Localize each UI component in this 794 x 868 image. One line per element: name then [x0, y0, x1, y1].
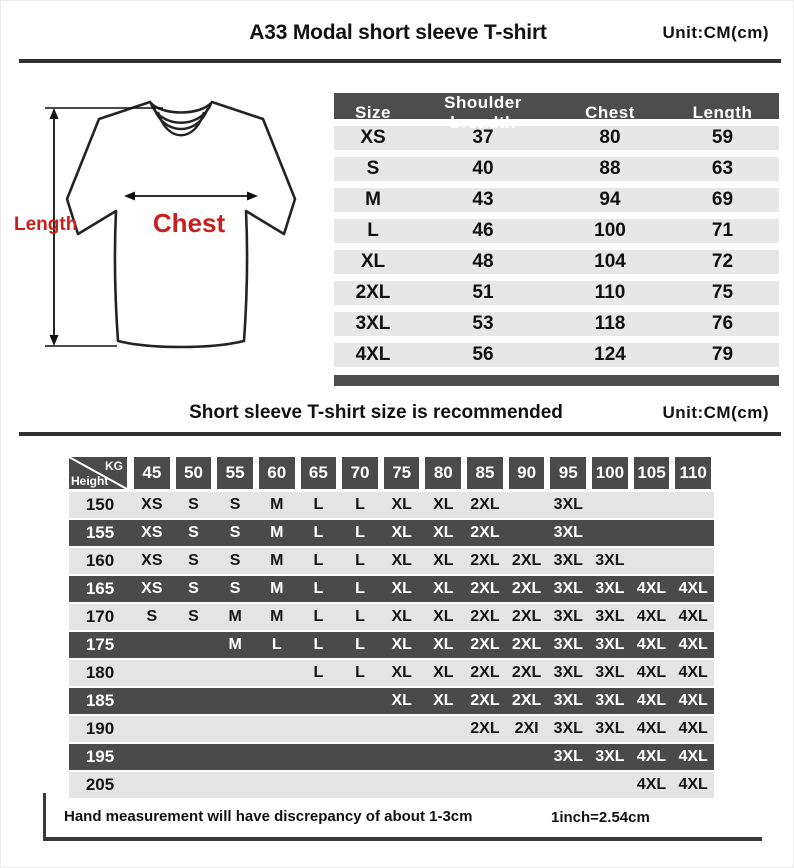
shoulder-value: 40 [472, 158, 494, 179]
size-cell: XL [433, 664, 454, 681]
kg-header-cell: 100 [592, 457, 628, 489]
size-cell: S [188, 608, 199, 625]
size-cell: L [313, 608, 324, 625]
matrix-row [69, 520, 714, 546]
size-cell: 2XI [514, 720, 539, 737]
unit-label-top: Unit:CM(cm) [662, 23, 769, 42]
size-cell: 2XL [470, 608, 500, 625]
length-value: 63 [711, 158, 734, 179]
size-cell: 3XL [553, 720, 583, 737]
length-value: 69 [711, 189, 734, 210]
corner-kg-label: KG [105, 459, 123, 473]
shoulder-column-header: Shoulder breadth [444, 93, 522, 132]
size-cell: XL [391, 552, 412, 569]
matrix-row [69, 632, 714, 658]
height-cell: 165 [85, 579, 115, 598]
matrix-row [69, 744, 714, 770]
height-cell: 150 [85, 495, 115, 514]
size-cell: S [146, 608, 158, 625]
size-cell: L [271, 636, 282, 653]
chest-value: 94 [599, 189, 621, 210]
size-cell: 4XL [636, 692, 667, 709]
kg-header-cell: 65 [301, 457, 337, 489]
height-cell: 170 [85, 607, 115, 626]
size-cell: XS [141, 580, 163, 597]
size-cell: 2XL [470, 552, 500, 569]
size-value: S [366, 158, 380, 179]
shoulder-value: 56 [472, 344, 494, 365]
size-cell: XL [391, 580, 412, 597]
tshirt-diagram [11, 89, 341, 379]
matrix-row [69, 716, 714, 742]
size-cell: 2XL [511, 552, 542, 569]
chest-value: 110 [594, 282, 626, 303]
unit-label-bottom: Unit:CM(cm) [662, 403, 769, 422]
size-cell: M [228, 636, 242, 653]
size-cell: 2XL [511, 608, 542, 625]
footer-bracket [43, 793, 762, 841]
size-cell: XL [433, 580, 454, 597]
length-arrowhead-up [50, 108, 59, 119]
size-cell: XL [433, 524, 454, 541]
corner-height-label: Height [71, 474, 109, 488]
size-cell: 3XL [595, 552, 625, 569]
size-cell: XL [391, 692, 412, 709]
size-cell: XL [433, 552, 454, 569]
size-cell: 4XL [636, 636, 667, 653]
height-cell: 160 [85, 551, 115, 570]
shoulder-value: 51 [472, 282, 494, 303]
size-cell: XL [433, 608, 454, 625]
size-cell: 4XL [636, 720, 667, 737]
divider-top [19, 59, 781, 63]
matrix-row [69, 548, 714, 574]
size-cell: L [355, 608, 365, 625]
size-cell: S [229, 524, 241, 541]
kg-header-cell: 60 [259, 457, 295, 489]
chest-value: 118 [594, 313, 626, 334]
size-cell: L [355, 580, 365, 597]
size-cell: M [228, 608, 242, 625]
size-cell: S [188, 580, 199, 597]
size-table-row [334, 250, 779, 274]
size-cell: 4XL [636, 748, 667, 765]
length-value: 59 [711, 127, 734, 148]
size-cell: S [188, 496, 199, 513]
shoulder-value: 43 [472, 189, 494, 210]
size-cell: 3XL [553, 524, 583, 541]
matrix-row [69, 576, 714, 602]
size-value: L [367, 220, 379, 241]
size-cell: 2XL [511, 664, 542, 681]
size-cell: 2XL [511, 636, 542, 653]
corner-cell [69, 457, 127, 489]
kg-header-cell: 90 [509, 457, 545, 489]
size-cell: 3XL [553, 692, 583, 709]
size-cell: 3XL [553, 636, 583, 653]
size-table-row [334, 157, 779, 181]
size-cell: 2XL [470, 524, 500, 541]
size-cell: 2XL [470, 580, 500, 597]
size-cell: XL [391, 608, 412, 625]
footer-note: Hand measurement will have discrepancy of about 1-3cm [64, 808, 473, 825]
chest-value: 88 [599, 158, 621, 179]
size-cell: 2XL [511, 692, 542, 709]
footer-conversion: 1inch=2.54cm [551, 809, 650, 826]
size-table-row [334, 219, 779, 243]
height-weight-table [69, 457, 714, 800]
size-cell: L [355, 524, 365, 541]
height-cell: 175 [85, 635, 115, 654]
size-cell: 4XL [678, 580, 708, 597]
size-cell: L [313, 636, 324, 653]
size-cell: 3XL [553, 552, 583, 569]
size-cell: 2XL [511, 580, 542, 597]
size-cell: XL [391, 664, 412, 681]
size-value: XS [360, 127, 386, 148]
size-cell: L [313, 496, 324, 513]
size-cell: 3XL [595, 608, 625, 625]
kg-header-cell: 110 [675, 457, 711, 489]
size-table-row [334, 343, 779, 367]
size-cell: L [313, 524, 324, 541]
height-cell: 195 [85, 747, 115, 766]
size-cell: M [270, 580, 284, 597]
chest-value: 104 [594, 251, 626, 272]
size-cell: 4XL [678, 608, 708, 625]
kg-header-cell: 55 [217, 457, 253, 489]
size-cell: 4XL [678, 776, 708, 793]
kg-header-cell: 70 [342, 457, 378, 489]
size-cell: 4XL [678, 664, 708, 681]
size-cell: 3XL [553, 496, 583, 513]
shoulder-value: 46 [472, 220, 494, 241]
chest-value: 80 [599, 127, 621, 148]
size-cell: 4XL [636, 664, 667, 681]
size-cell: XL [391, 636, 412, 653]
size-value: XL [360, 251, 386, 272]
size-table-row [334, 188, 779, 212]
size-cell: 2XL [470, 664, 500, 681]
page-title: A33 Modal short sleeve T-shirt [249, 21, 547, 44]
kg-header-cell: 50 [176, 457, 212, 489]
size-cell: 3XL [553, 748, 583, 765]
size-value: 2XL [355, 282, 391, 303]
size-column-header: Size [354, 103, 392, 122]
height-cell: 190 [85, 719, 115, 738]
length-value: 76 [711, 313, 734, 334]
size-cell: 3XL [553, 580, 583, 597]
tshirt-outline-svg [11, 89, 341, 379]
chest-column-header: Chest [585, 103, 635, 122]
size-cell: XL [391, 524, 412, 541]
size-table [334, 93, 779, 386]
size-cell: L [313, 664, 324, 681]
size-cell: XL [433, 692, 454, 709]
chest-value: 124 [594, 344, 626, 365]
length-label: Length [14, 214, 78, 235]
matrix-row [69, 688, 714, 714]
matrix-row [69, 604, 714, 630]
size-cell: 4XL [678, 748, 708, 765]
kg-header-cell: 105 [634, 457, 670, 489]
size-cell: XS [141, 552, 163, 569]
kg-header-cell: 80 [425, 457, 461, 489]
size-cell: 4XL [636, 580, 667, 597]
kg-header-cell: 85 [467, 457, 503, 489]
size-cell: 3XL [595, 692, 625, 709]
size-cell: 3XL [595, 664, 625, 681]
size-value: M [365, 189, 381, 210]
size-cell: 4XL [678, 692, 708, 709]
length-value: 79 [711, 344, 734, 365]
chest-value: 100 [594, 220, 626, 241]
size-cell: 2XL [470, 720, 500, 737]
size-cell: 4XL [636, 608, 667, 625]
size-cell: XL [433, 636, 454, 653]
height-cell: 185 [85, 691, 115, 710]
size-cell: M [270, 496, 284, 513]
size-cell: L [313, 580, 324, 597]
size-value: 3XL [355, 313, 391, 334]
size-cell: M [270, 524, 284, 541]
size-cell: 4XL [636, 776, 667, 793]
size-cell: 3XL [595, 748, 625, 765]
matrix-row [69, 492, 714, 518]
size-cell: 2XL [470, 636, 500, 653]
size-cell: XS [141, 524, 163, 541]
size-cell: S [229, 552, 241, 569]
size-cell: XS [141, 496, 163, 513]
size-cell: XL [391, 496, 412, 513]
length-value: 72 [711, 251, 734, 272]
size-table-row [334, 281, 779, 305]
size-cell: XL [433, 496, 454, 513]
size-cell: 2XL [470, 692, 500, 709]
shoulder-value: 37 [472, 127, 494, 148]
matrix-row [69, 660, 714, 686]
size-cell: L [355, 552, 365, 569]
size-cell: 2XL [470, 496, 500, 513]
kg-header-cell: 95 [550, 457, 586, 489]
length-column-header: Length [692, 103, 753, 122]
size-cell: S [188, 552, 199, 569]
size-cell: 4XL [678, 636, 708, 653]
height-cell: 205 [85, 775, 115, 794]
size-table-row [334, 126, 779, 150]
size-cell: L [313, 552, 324, 569]
shoulder-value: 53 [472, 313, 494, 334]
height-cell: 155 [85, 523, 115, 542]
length-value: 75 [711, 282, 734, 303]
size-cell: 3XL [553, 664, 583, 681]
size-cell: L [355, 636, 365, 653]
chest-label: Chest [152, 208, 226, 238]
size-cell: S [229, 496, 241, 513]
size-cell: 3XL [553, 608, 583, 625]
matrix-body [69, 492, 714, 798]
divider-middle [19, 432, 781, 436]
shoulder-value: 48 [472, 251, 494, 272]
matrix-header-row [69, 457, 714, 489]
size-table-body [334, 126, 779, 367]
size-cell: S [188, 524, 199, 541]
size-table-header [334, 93, 779, 132]
size-cell: 3XL [595, 636, 625, 653]
size-value: 4XL [355, 344, 391, 365]
size-cell: M [270, 608, 284, 625]
kg-header-cell: 45 [134, 457, 170, 489]
size-table-footer-bar [334, 375, 779, 386]
size-cell: S [229, 580, 241, 597]
size-cell: L [355, 496, 365, 513]
length-arrowhead-down [50, 335, 59, 346]
size-cell: M [270, 552, 284, 569]
subtitle: Short sleeve T-shirt size is recommended [189, 402, 563, 423]
size-cell: 3XL [595, 720, 625, 737]
kg-header-cell: 75 [384, 457, 420, 489]
height-cell: 180 [85, 663, 115, 682]
size-cell: 4XL [678, 720, 708, 737]
size-cell: L [355, 664, 365, 681]
size-cell: 3XL [595, 580, 625, 597]
size-table-row [334, 312, 779, 336]
length-value: 71 [711, 220, 734, 241]
